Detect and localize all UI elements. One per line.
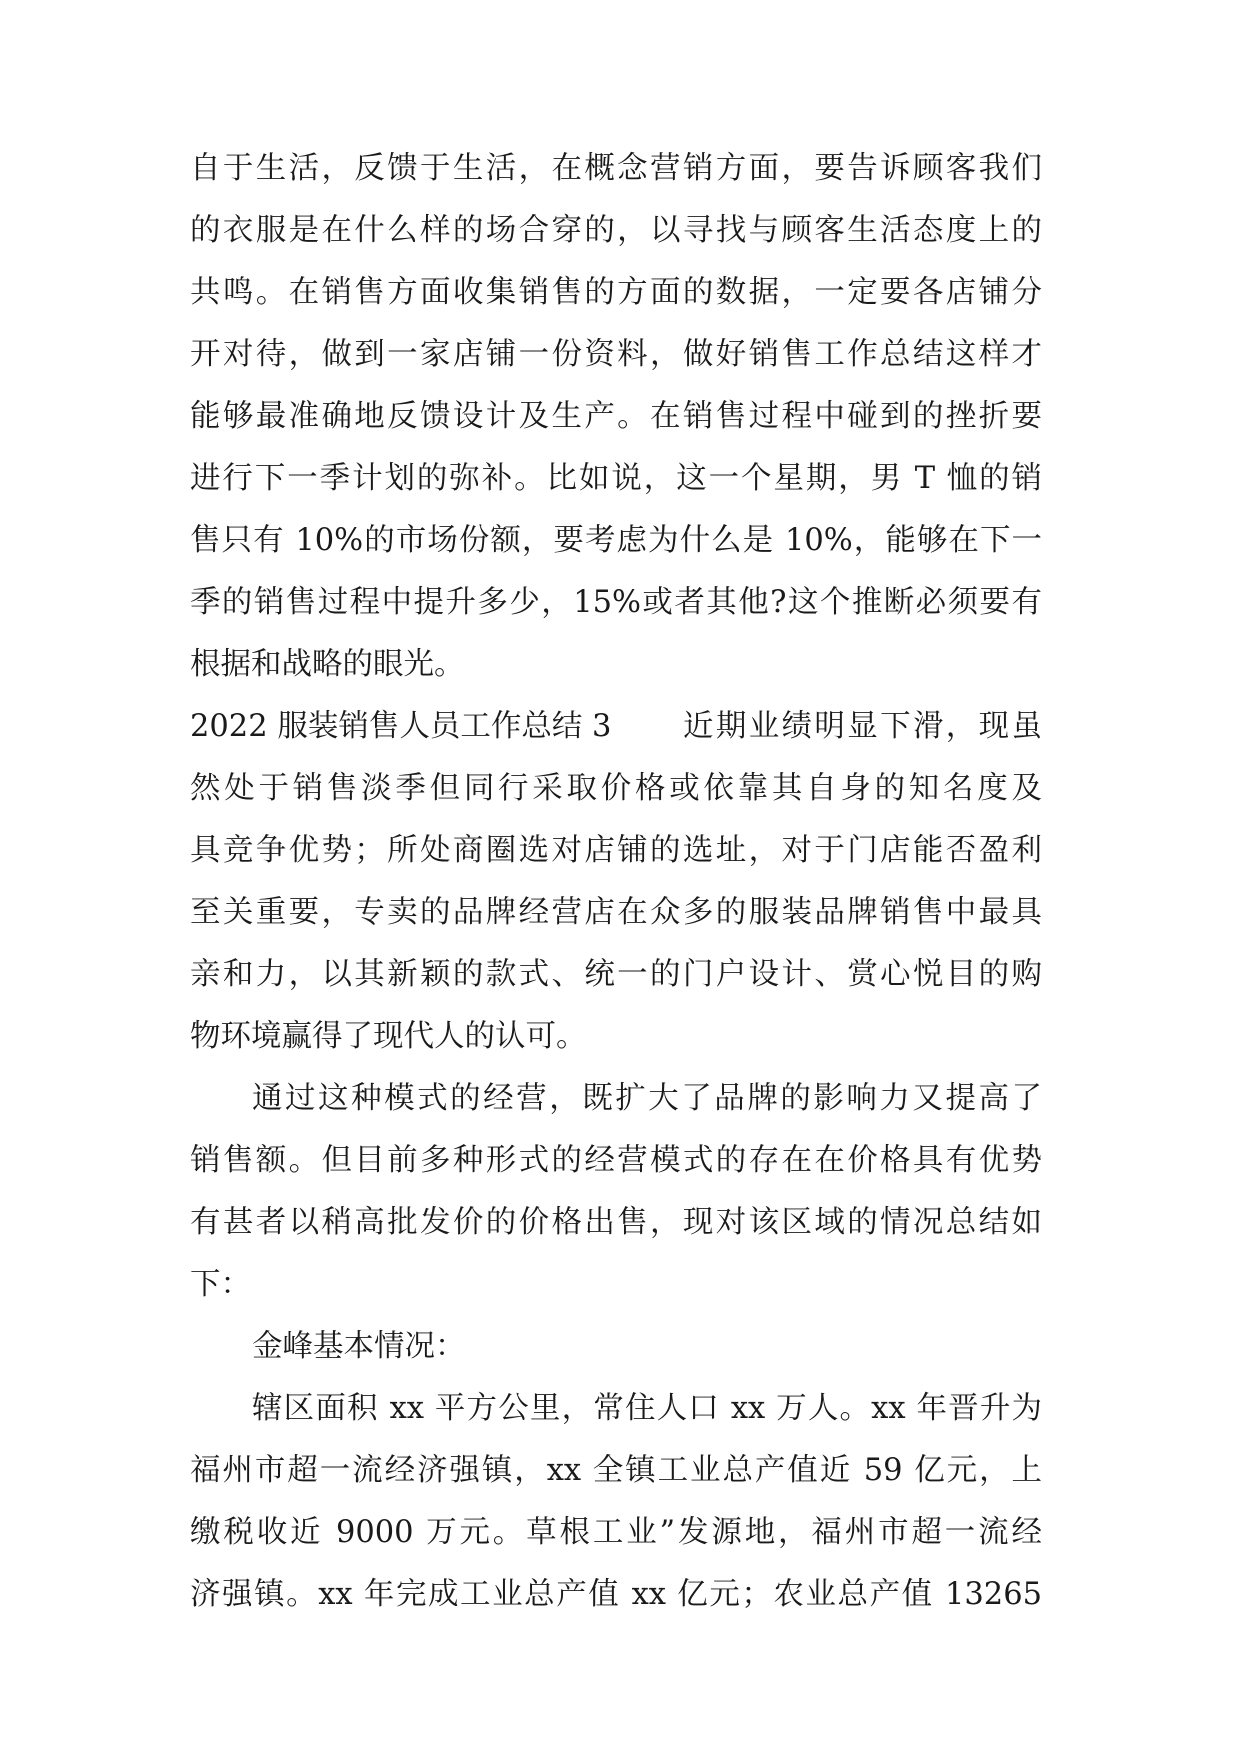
text-line-content: 能够最准确地反馈设计及生产。在销售过程中碰到的挫折要	[190, 399, 1042, 434]
text-line	[0, 944, 1241, 1006]
text-line-content: 物环境赢得了现代人的认可。	[190, 1019, 587, 1054]
text-line-content: 福州市超一流经济强镇，xx 全镇工业总产值近 59 亿元，上	[190, 1453, 1042, 1488]
text-line	[0, 1502, 1241, 1564]
text-line	[0, 448, 1241, 510]
text-line-content: 至关重要，专卖的品牌经营店在众多的服装品牌销售中最具	[190, 895, 1042, 930]
text-line-content: 根据和战略的眼光。	[190, 647, 465, 682]
text-line	[0, 324, 1241, 386]
text-line-content: 进行下一季计划的弥补。比如说，这一个星期，男 T 恤的销	[190, 461, 1042, 496]
text-line-content: 济强镇。xx 年完成工业总产值 xx 亿元；农业总产值 13265	[190, 1577, 1042, 1612]
subheading: 金峰基本情况：	[252, 1329, 466, 1364]
text-line-content: 共鸣。在销售方面收集销售的方面的数据，一定要各店铺分	[190, 275, 1042, 310]
text-line	[0, 1564, 1241, 1626]
text-line-content: 自于生活，反馈于生活，在概念营销方面，要告诉顾客我们	[190, 151, 1042, 186]
text-line-content: 辖区面积 xx 平方公里，常住人口 xx 万人。xx 年晋升为	[252, 1391, 1042, 1426]
text-line	[0, 696, 1241, 758]
text-line	[0, 1068, 1241, 1130]
text-line-content: 缴税收近 9000 万元。草根工业”发源地，福州市超一流经	[190, 1515, 1042, 1550]
text-line	[0, 1440, 1241, 1502]
text-line	[0, 882, 1241, 944]
text-line	[0, 1006, 1241, 1068]
text-line-content: 的衣服是在什么样的场合穿的，以寻找与顾客生活态度上的	[190, 213, 1042, 248]
text-line	[0, 200, 1241, 262]
text-line-content: 近期业绩明显下滑，现虽	[683, 709, 1042, 744]
text-line	[0, 820, 1241, 882]
text-line-content: 下：	[190, 1267, 251, 1302]
text-line	[0, 634, 1241, 696]
text-line	[0, 138, 1241, 200]
text-line-content: 售只有 10%的市场份额，要考虑为什么是 10%，能够在下一	[190, 523, 1042, 558]
text-line-content: 通过这种模式的经营，既扩大了品牌的影响力又提高了	[252, 1081, 1042, 1116]
text-line	[0, 262, 1241, 324]
text-line-content: 销售额。但目前多种形式的经营模式的存在在价格具有优势	[190, 1143, 1042, 1178]
text-line	[0, 1378, 1241, 1440]
text-line-content: 亲和力，以其新颖的款式、统一的门户设计、赏心悦目的购	[190, 957, 1042, 992]
section-heading: 2022 服装销售人员工作总结 3	[190, 709, 612, 744]
text-line-content: 季的销售过程中提升多少，15%或者其他?这个推断必须要有	[190, 585, 1042, 620]
text-line-content: 开对待，做到一家店铺一份资料，做好销售工作总结这样才	[190, 337, 1042, 372]
text-line	[0, 1192, 1241, 1254]
text-line-content: 有甚者以稍高批发价的价格出售，现对该区域的情况总结如	[190, 1205, 1042, 1240]
text-line	[0, 758, 1241, 820]
text-line-content: 具竞争优势；所处商圈选对店铺的选址，对于门店能否盈利	[190, 833, 1042, 868]
text-line	[0, 386, 1241, 448]
text-line	[0, 1316, 1241, 1378]
text-line	[0, 1130, 1241, 1192]
text-line	[0, 510, 1241, 572]
text-line	[0, 1254, 1241, 1316]
text-line	[0, 572, 1241, 634]
text-line-content: 然处于销售淡季但同行采取价格或依靠其自身的知名度及	[190, 771, 1042, 806]
